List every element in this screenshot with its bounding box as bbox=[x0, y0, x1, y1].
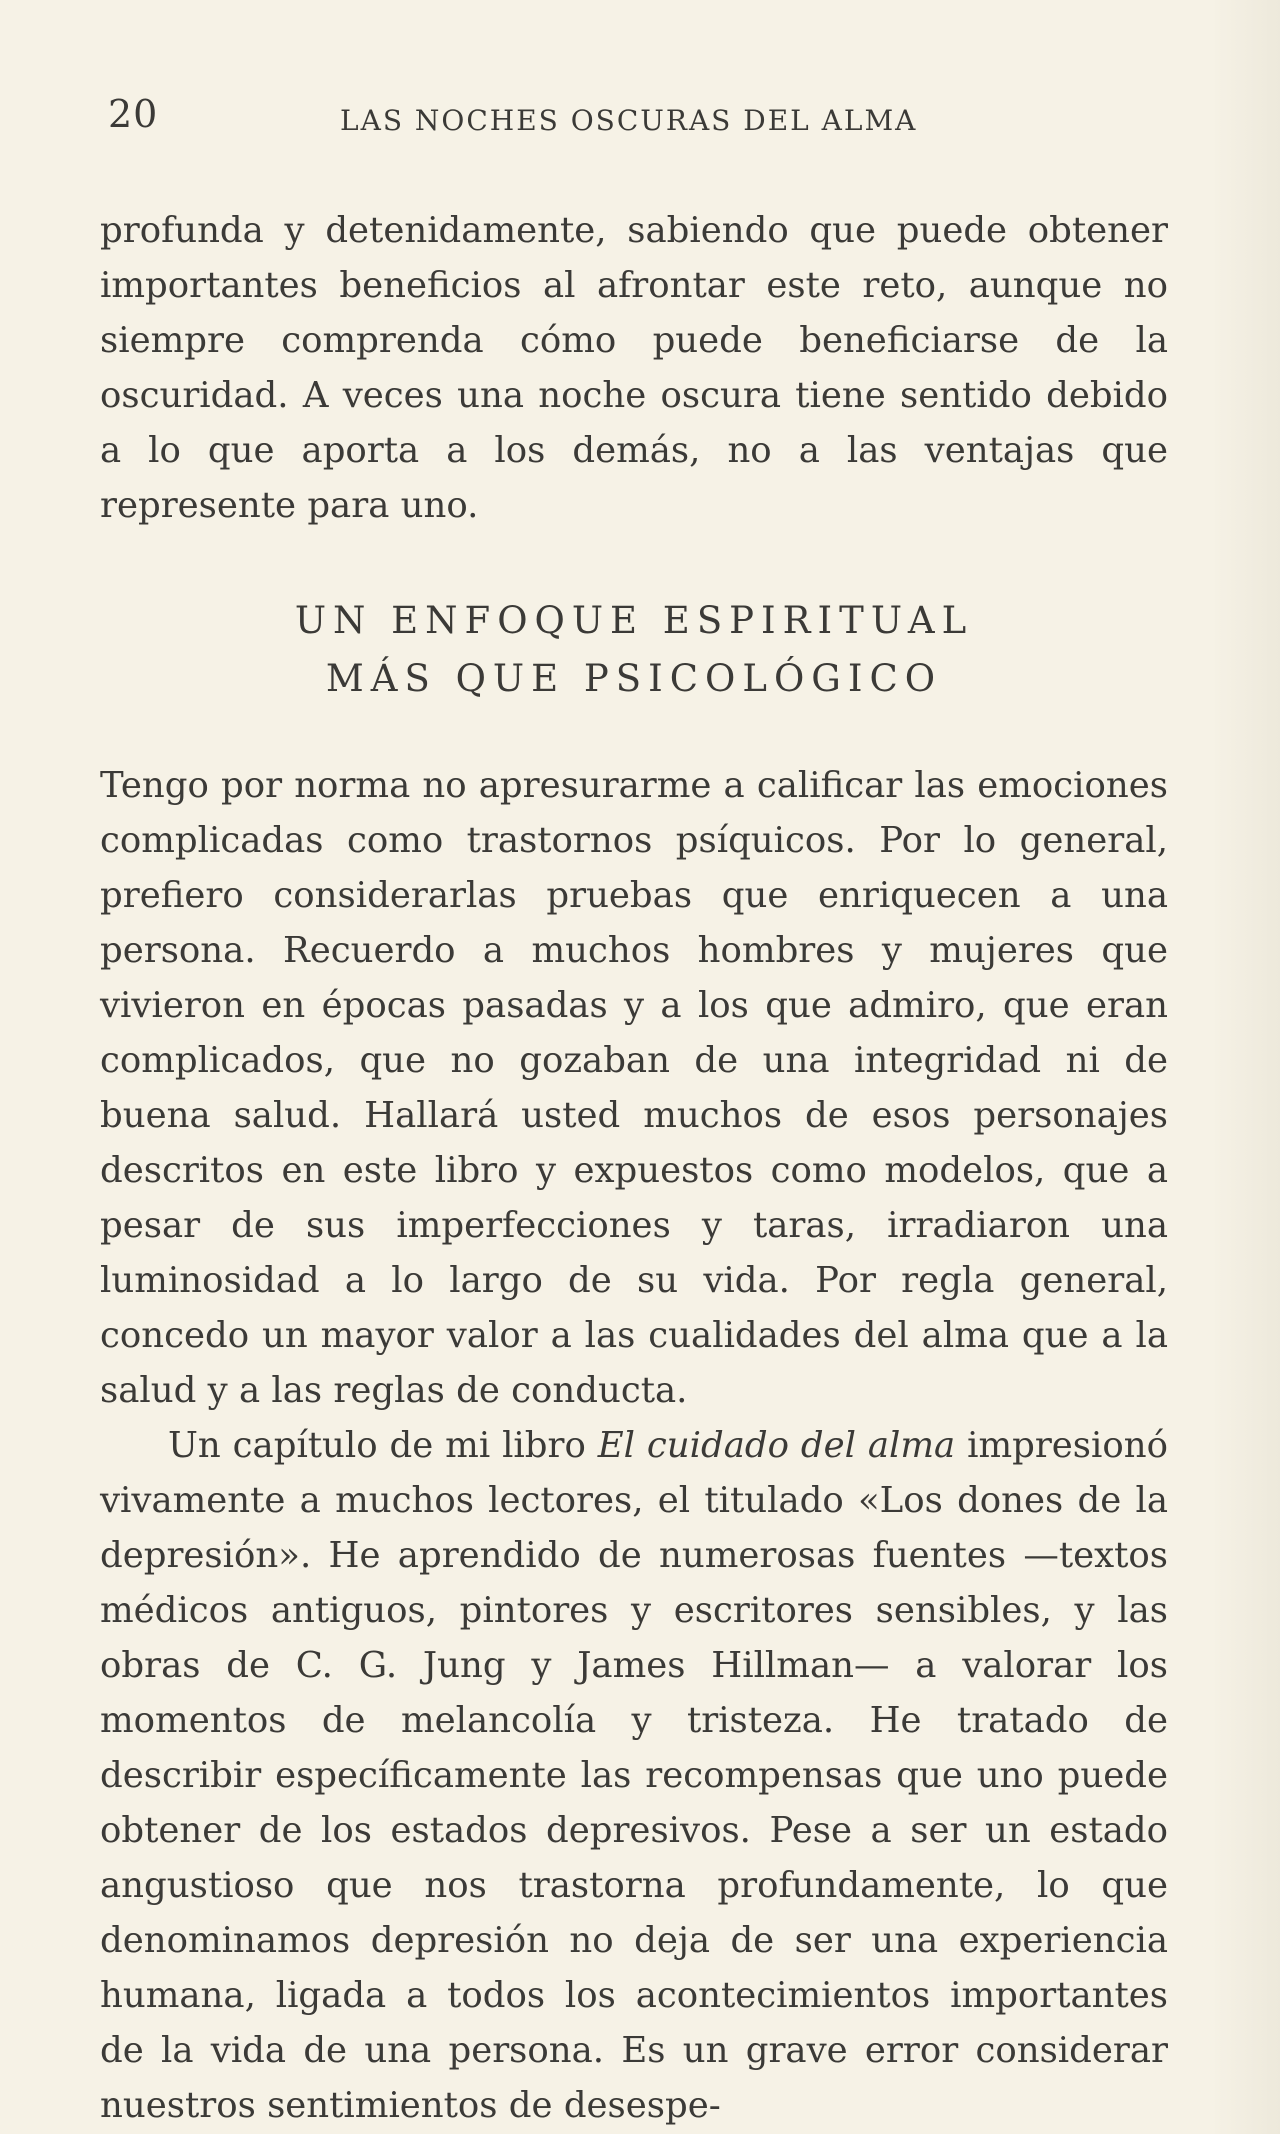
paragraph-1: profunda y detenidamente, sabiendo que puede obtener importantes beneficios al afrontar este reto, aunque no siempre comprenda cómo puede beneficiarse de la oscuridad. A veces una noche oscura tiene sentido debido a lo que aporta a los demás, no a las ventajas que represente para uno. bbox=[100, 210, 1168, 526]
body-text-top bbox=[100, 203, 1168, 533]
page-number: 20 bbox=[108, 92, 159, 136]
section-heading-line-1: UN ENFOQUE ESPIRITUAL bbox=[294, 599, 974, 642]
running-title: LAS NOCHES OSCURAS DEL ALMA bbox=[340, 104, 918, 137]
paragraph-2: Tengo por norma no apresurarme a calificar las emociones complicadas como trastornos psíquicos. Por lo general, prefiero considerarlas pruebas que enriquecen a una persona. Recuerdo a muchos hombres y mujeres que vivieron en épocas pasadas y a los que admiro, que eran complicados, que no gozaban de una integridad ni de buena salud. Hallará usted muchos de esos personajes descritos en este libro y expuestos como modelos, que a pesar de sus imperfecciones y taras, irradiaron una luminosidad a lo largo de su vida. Por regla general, concedo un mayor valor a las cualidades del alma que a la salud y a las reglas de conducta. bbox=[100, 765, 1168, 1411]
running-head bbox=[108, 92, 1168, 152]
page-edge-shadow bbox=[1210, 0, 1280, 2134]
book-title: El cuidado del alma bbox=[597, 1425, 956, 1466]
body-text-section bbox=[100, 758, 1168, 2133]
section-heading-line-2: MÁS QUE PSICOLÓGICO bbox=[325, 657, 943, 700]
paragraph-3-rest: impresionó vivamente a muchos lectores, el titulado «Los dones de la depresión». He aprendido de numerosas fuentes —textos médicos antiguos, pintores y escritores sensibles, y las obras de C. G. Jung y James Hillman— a valorar los momentos de melancolía y tristeza. He tratado de describir específicamente las recompensas que uno puede obtener de los estados depresivos. Pese a ser un estado angustioso que nos trastorna profundamente, lo que denominamos depresión no deja de ser una experiencia humana, ligada a todos los acontecimientos importantes de la vida de una persona. Es un grave error considerar nuestros sentimientos de desespe- bbox=[100, 1425, 1168, 2126]
section-heading bbox=[100, 592, 1168, 708]
paragraph-3 bbox=[100, 1418, 1168, 2133]
paragraph-3-intro: Un capítulo de mi libro bbox=[168, 1425, 598, 1466]
